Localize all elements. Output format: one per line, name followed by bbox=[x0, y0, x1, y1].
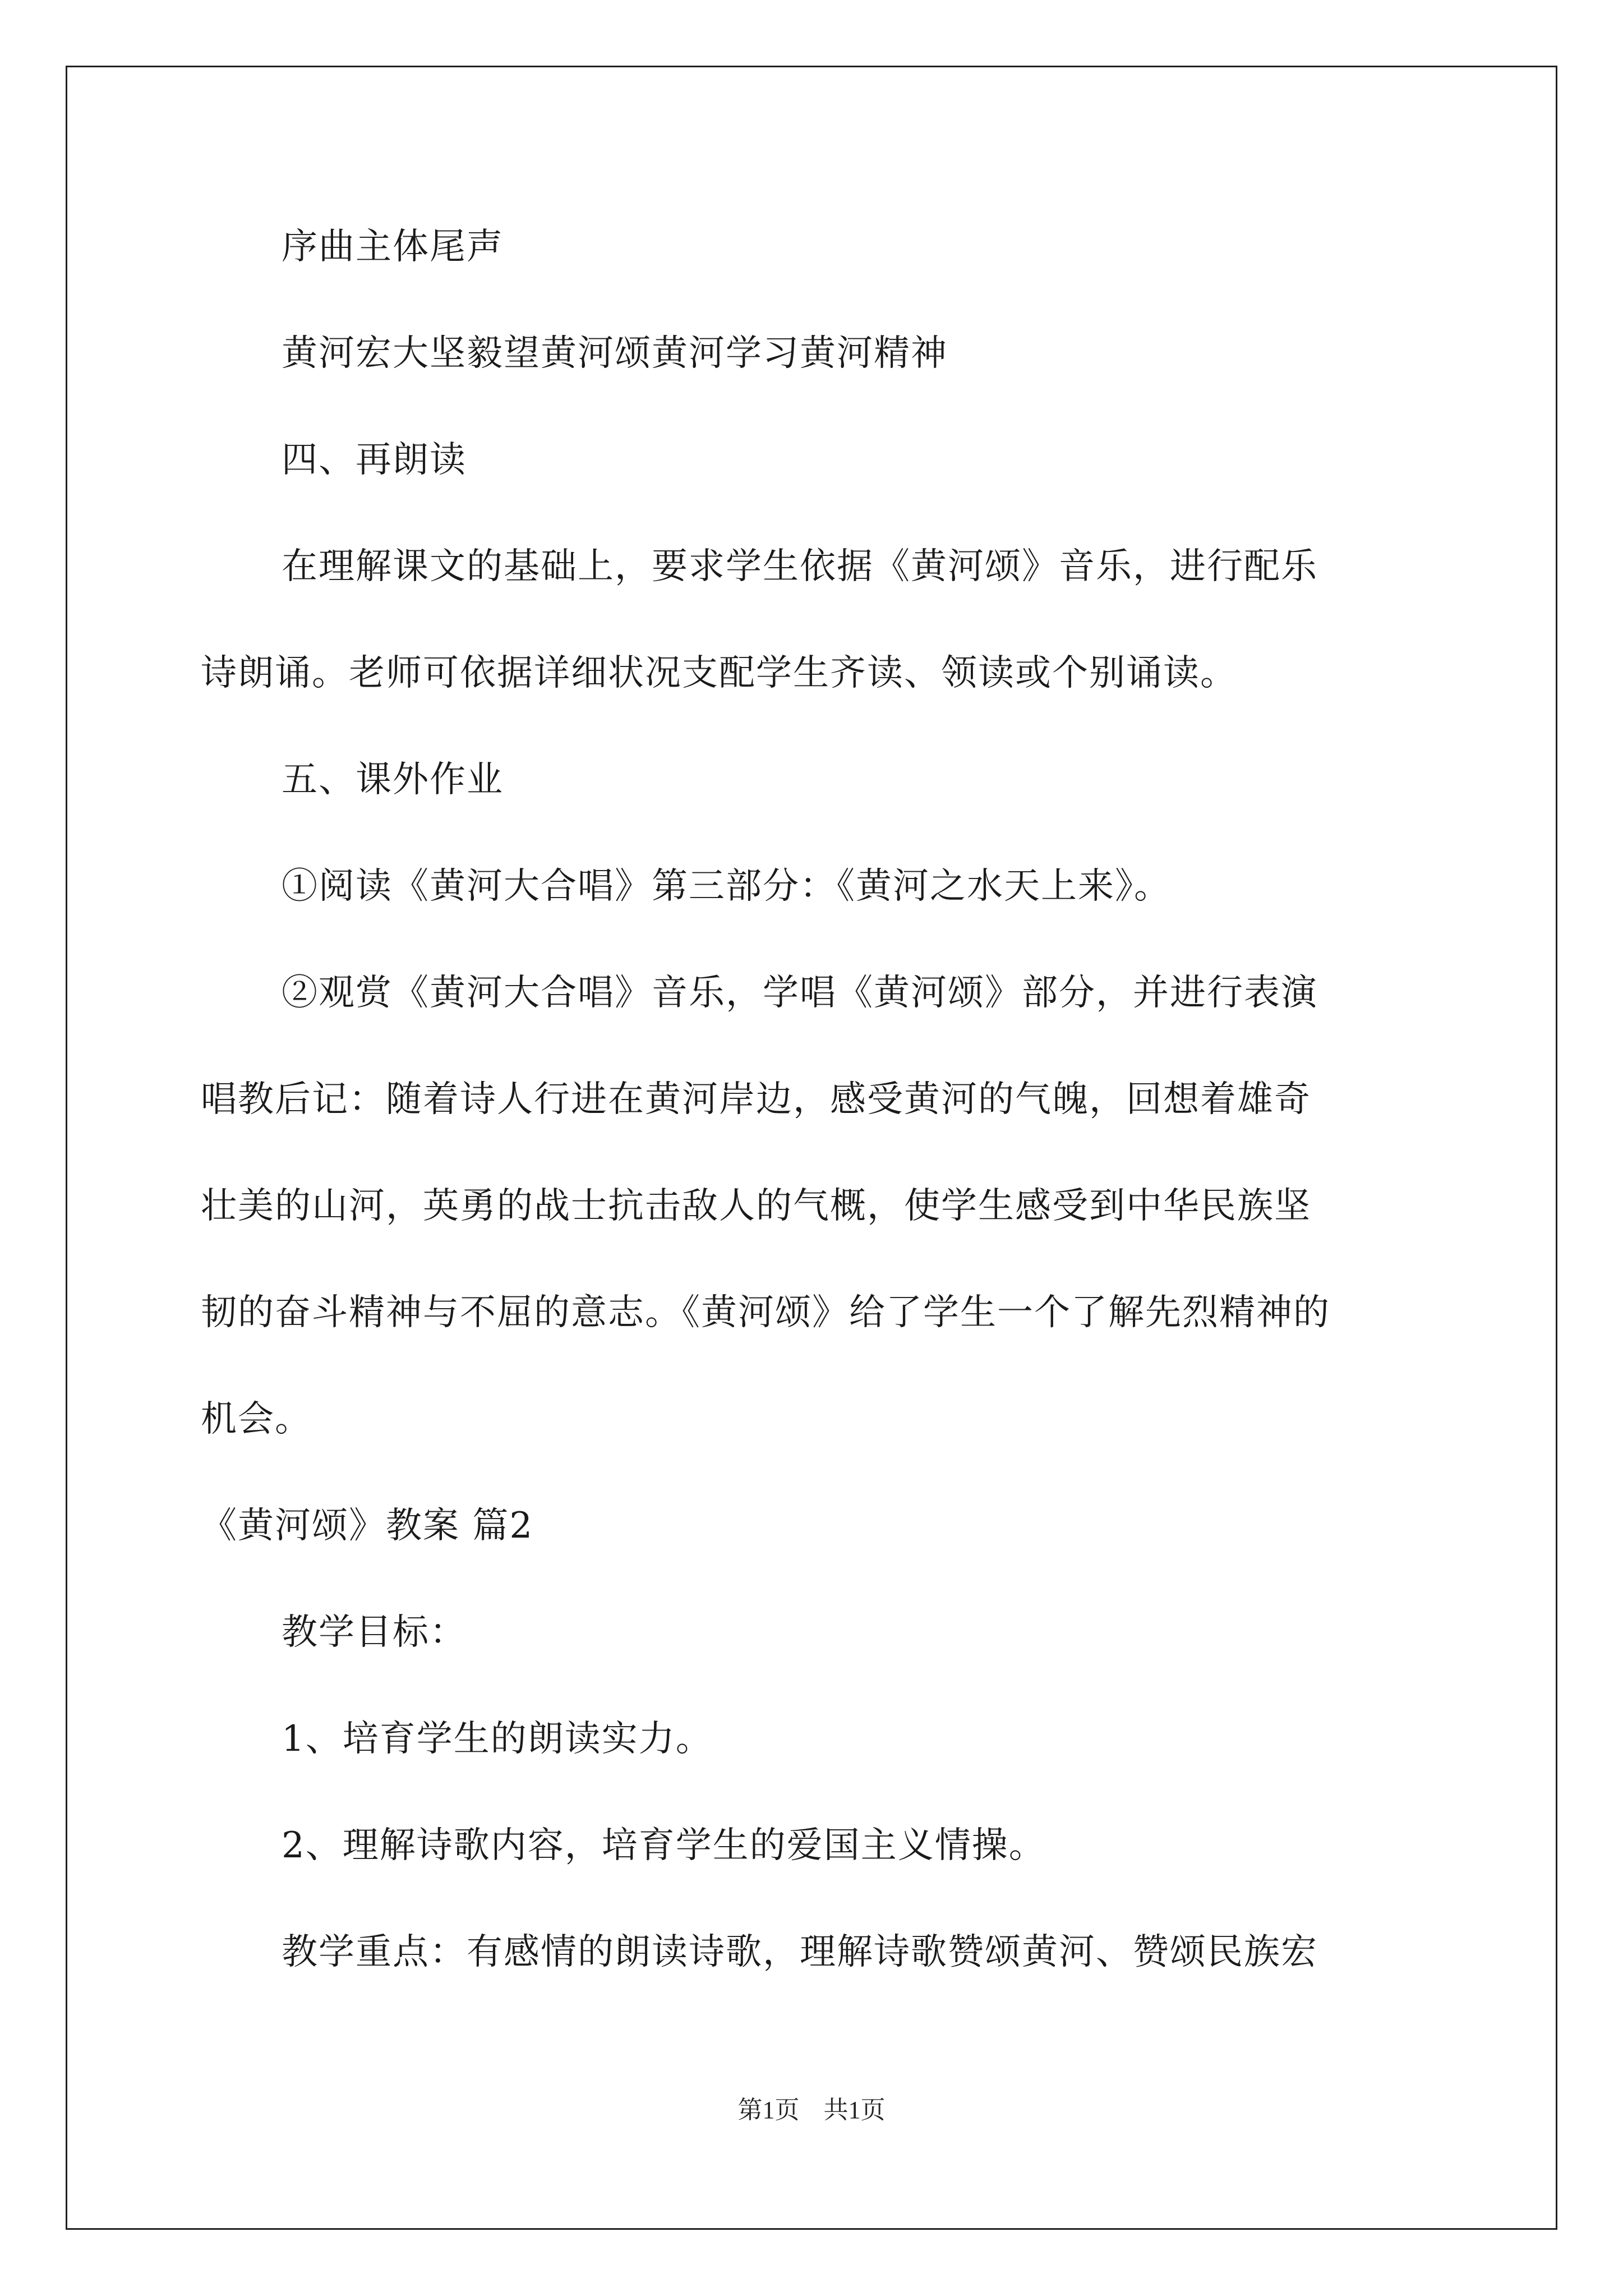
list-item: 2、理解诗歌内容，培育学生的爱国主义情操。 bbox=[282, 1825, 1046, 1866]
page-footer bbox=[0, 2093, 1623, 2127]
page-total: 共1页 bbox=[823, 2096, 886, 2124]
paragraph-line: 序曲主体尾声 bbox=[282, 226, 504, 268]
list-item: 1、培育学生的朗读实力。 bbox=[282, 1718, 713, 1760]
article-title: 《黄河颂》教案 篇2 bbox=[201, 1505, 534, 1547]
paragraph-line: 韧的奋斗精神与不屈的意志。《黄河颂》给了学生一个了解先烈精神的 bbox=[201, 1292, 1330, 1333]
paragraph-line: 壮美的山河，英勇的战士抗击敌人的气概，使学生感受到中华民族坚 bbox=[201, 1185, 1311, 1227]
section-heading: 教学目标： bbox=[282, 1612, 467, 1653]
paragraph-line: 黄河宏大坚毅望黄河颂黄河学习黄河精神 bbox=[282, 333, 948, 374]
section-heading: 五、课外作业 bbox=[282, 759, 504, 800]
paragraph-line: 唱教后记：随着诗人行进在黄河岸边，感受黄河的气魄，回想着雄奇 bbox=[201, 1079, 1311, 1120]
paragraph-line: 诗朗诵。老师可依据详细状况支配学生齐读、领读或个别诵读。 bbox=[201, 652, 1237, 694]
page-border bbox=[66, 66, 1557, 2230]
paragraph-line: ①阅读《黄河大合唱》第三部分：《黄河之水天上来》。 bbox=[282, 866, 1171, 907]
paragraph-line: 在理解课文的基础上，要求学生依据《黄河颂》音乐，进行配乐 bbox=[282, 546, 1318, 587]
page-number: 第1页 bbox=[737, 2096, 800, 2124]
section-heading: 四、再朗读 bbox=[282, 439, 467, 481]
paragraph-line: ②观赏《黄河大合唱》音乐，学唱《黄河颂》部分，并进行表演 bbox=[282, 972, 1318, 1014]
paragraph-line: 机会。 bbox=[201, 1398, 312, 1440]
paragraph-line: 教学重点：有感情的朗读诗歌，理解诗歌赞颂黄河、赞颂民族宏 bbox=[282, 1931, 1318, 1973]
